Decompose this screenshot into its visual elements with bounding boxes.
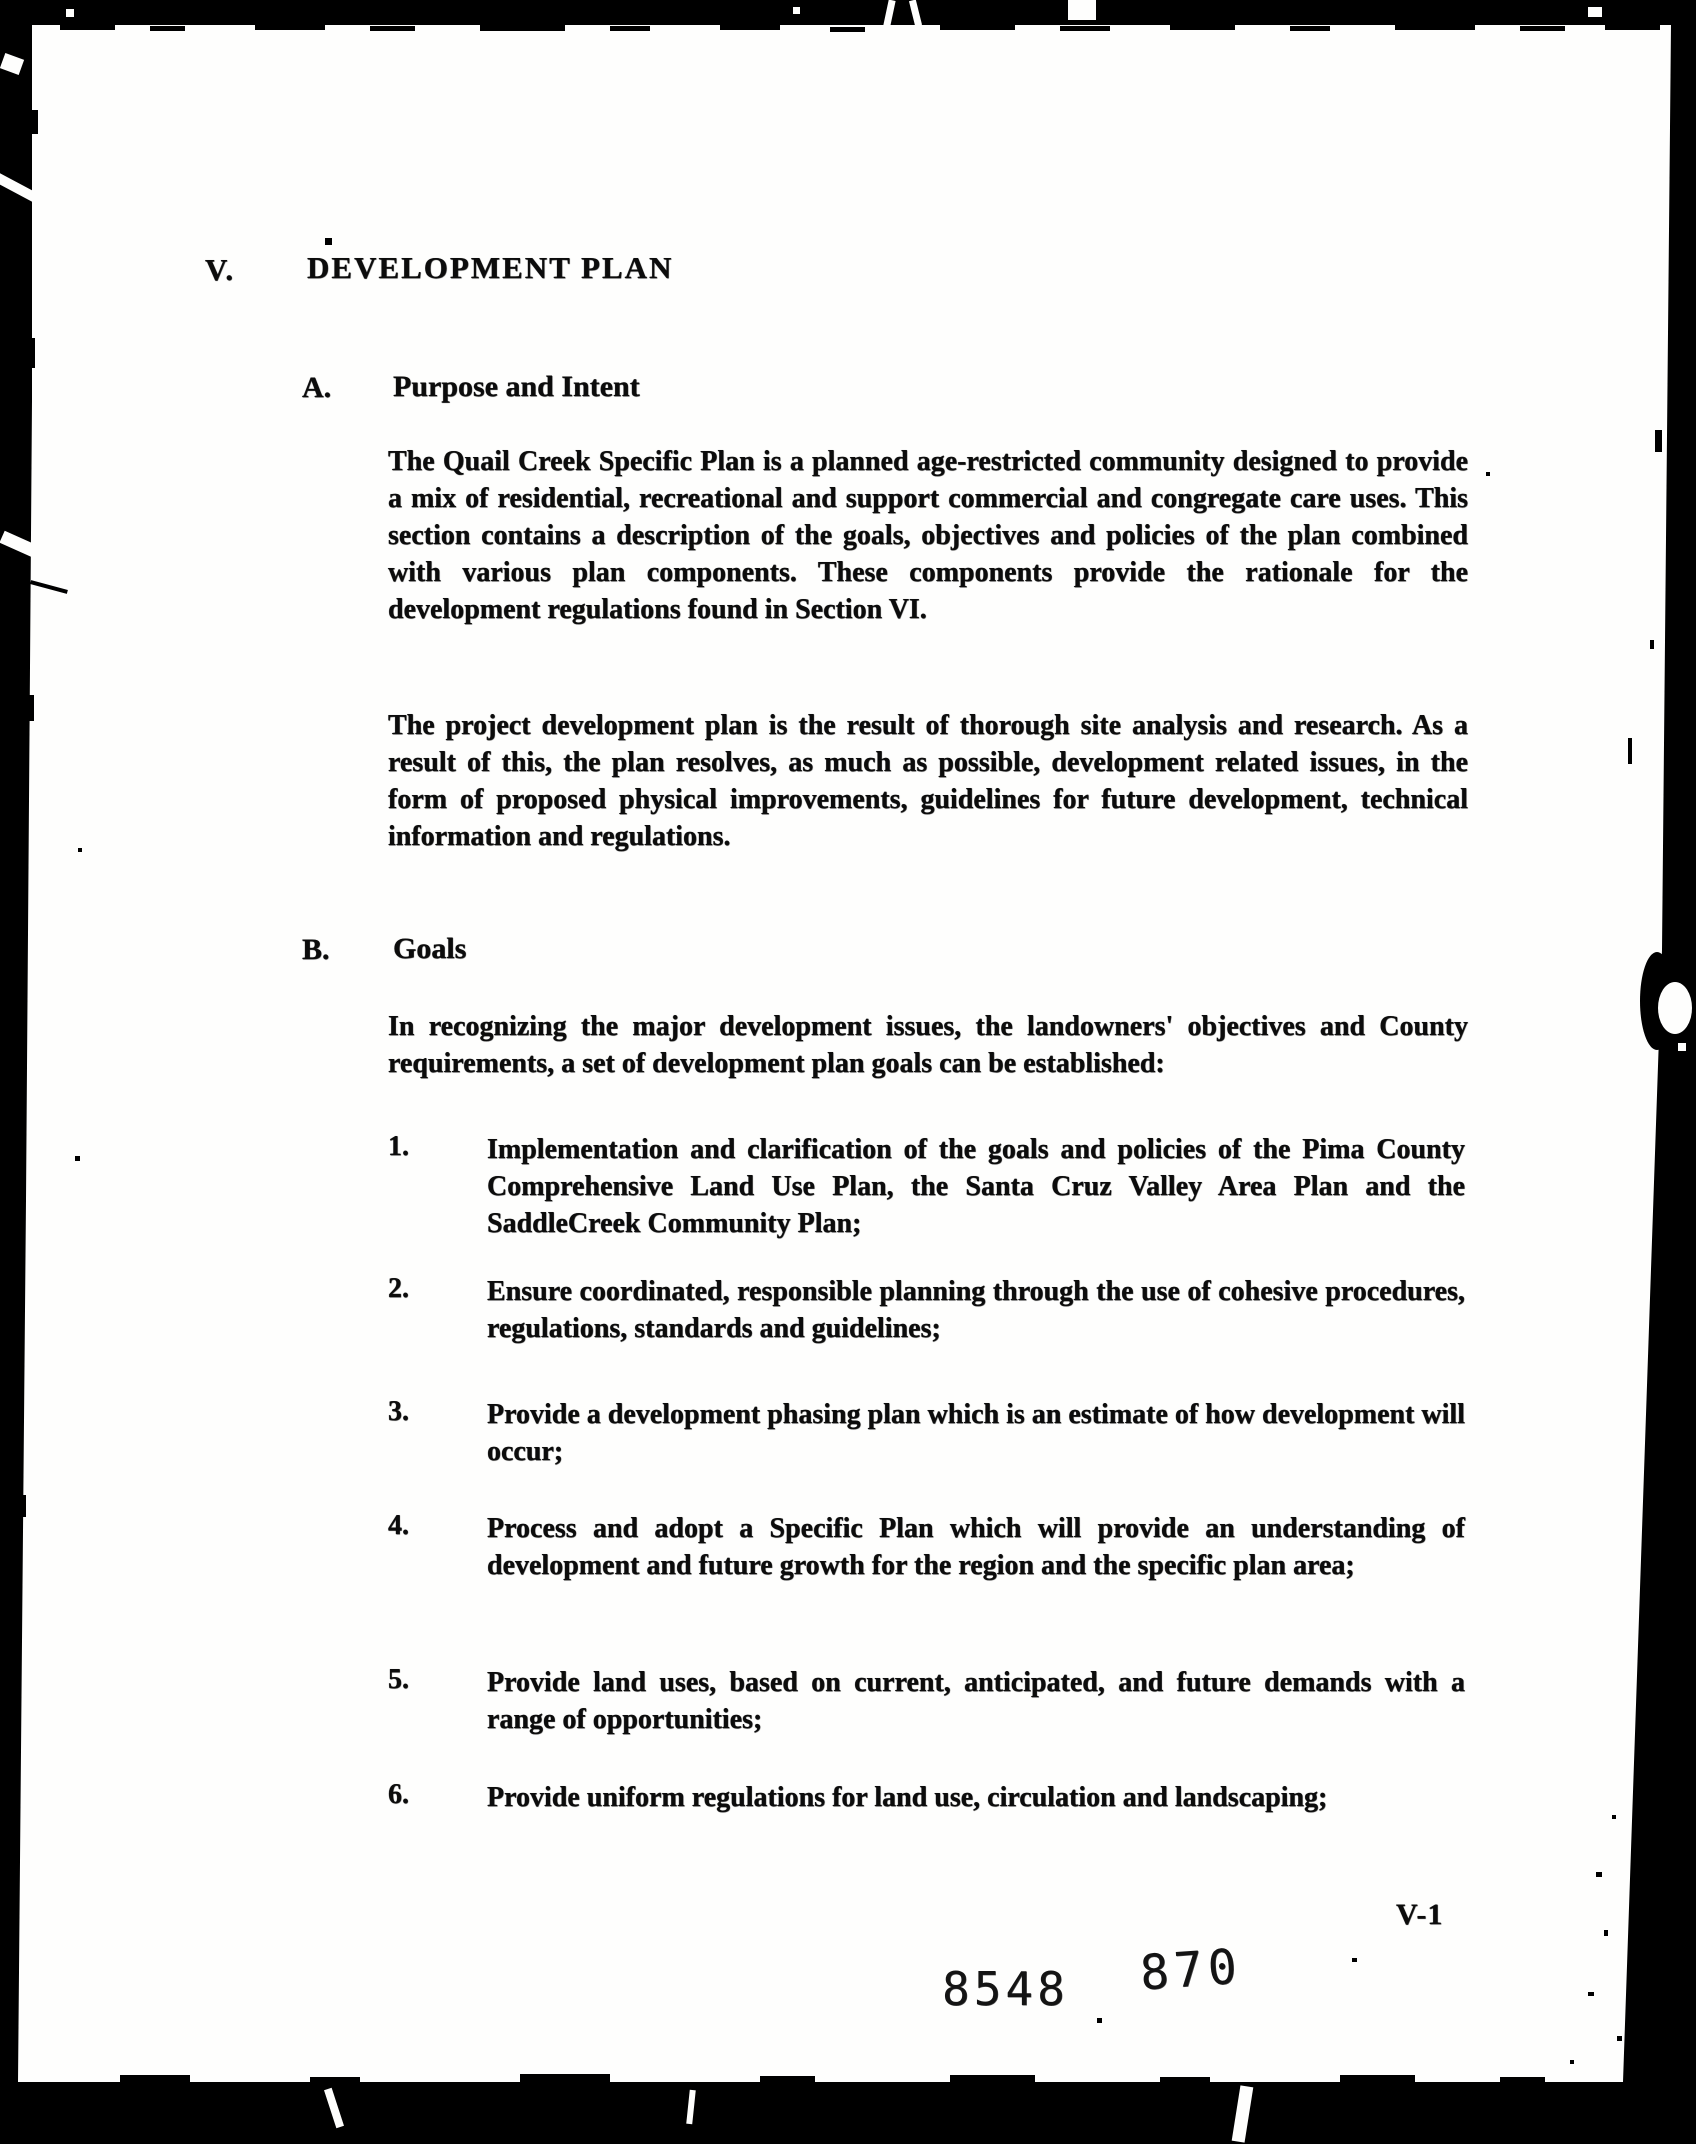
goals-intro: In recognizing the major development issues, the landowners' objectives and County requirements, a set of development plan goals can be established: [388, 1011, 1468, 1079]
scan-speck [28, 338, 35, 368]
goal-number: 1. [388, 1131, 409, 1162]
goal-number: 3. [388, 1396, 409, 1427]
page-number: V-1 [1396, 1898, 1444, 1931]
page-title: DEVELOPMENT PLAN [307, 250, 674, 285]
scan-speck [310, 2077, 360, 2084]
scan-speck [1068, 0, 1096, 20]
goal-text: Provide uniform regulations for land use, circulation and landscaping; [487, 1782, 1328, 1813]
scan-speck [1612, 1815, 1616, 1819]
scan-speck [1290, 26, 1330, 31]
scan-speck [1352, 1958, 1357, 1962]
scan-speck [1678, 1043, 1686, 1051]
scan-speck [940, 24, 1015, 30]
scan-speck [1170, 24, 1235, 30]
scan-speck [610, 26, 650, 31]
scan-speck [325, 238, 332, 245]
scan-speck [1605, 24, 1660, 30]
scan-speck [1340, 2075, 1415, 2083]
scan-speck [1658, 982, 1692, 1034]
scan-speck [120, 2075, 190, 2083]
scan-speck [30, 110, 38, 134]
goal-text: Implementation and clarification of the goals and policies of the Pima County Comprehensive Land Use Plan, the Santa Cruz Valley Area Plan and the SaddleCreek Community Plan; [487, 1134, 1465, 1239]
scan-speck [1570, 2060, 1574, 2064]
scan-speck [1500, 2077, 1545, 2084]
scan-speck [793, 7, 800, 14]
scan-speck [1617, 2036, 1622, 2041]
stamp-number-secondary: 870 [1138, 1938, 1244, 2002]
subsection-a-title: Purpose and Intent [393, 370, 640, 403]
goal-text: Provide a development phasing plan which is an estimate of how development will occur; [487, 1399, 1465, 1467]
goal-text: Ensure coordinated, responsible planning through the use of cohesive procedures, regulations, standards and guidelines; [487, 1276, 1465, 1344]
purpose-paragraph-1: The Quail Creek Specific Plan is a planned age-restricted community designed to provide a mix of residential, recreational and support commercial and congregate care uses. This section contains a description of the goals, objectives and policies of the plan combined with various plan components. These components provide the rationale for the development regulations found in Section VI. [388, 446, 1468, 625]
goal-number: 4. [388, 1510, 409, 1541]
scan-speck [830, 27, 865, 32]
goal-text: Process and adopt a Specific Plan which will provide an understanding of development and future growth for the region and the specific plan area; [487, 1513, 1465, 1581]
scan-speck [1588, 7, 1602, 17]
subsection-b-title: Goals [393, 932, 467, 965]
scan-speck [520, 2074, 610, 2083]
scan-speck [78, 848, 82, 852]
scan-speck [1520, 26, 1565, 31]
stamp-number: 8548 [942, 1962, 1069, 2016]
scan-speck [255, 24, 325, 30]
scan-speck [1655, 430, 1662, 452]
scan-speck [150, 26, 185, 31]
scan-speck [370, 26, 415, 31]
scan-speck [480, 24, 565, 31]
goal-text: Provide land uses, based on current, anticipated, and future demands with a range of opportunities; [487, 1667, 1465, 1735]
scan-speck [950, 2075, 1035, 2083]
scan-speck [27, 695, 34, 721]
scan-speck [1097, 2018, 1102, 2023]
scan-speck [760, 2076, 815, 2083]
goal-number: 2. [388, 1273, 409, 1304]
scan-speck [60, 24, 115, 30]
scan-speck [1160, 2077, 1210, 2084]
scan-speck [1596, 1872, 1602, 1877]
scan-speck [1486, 472, 1490, 476]
scan-speck [1650, 640, 1654, 649]
goal-number: 6. [388, 1779, 409, 1810]
section-number: V. [205, 252, 236, 287]
subsection-b-letter: B. [302, 933, 330, 966]
scan-speck [20, 1495, 26, 1517]
scan-speck [1588, 1992, 1594, 1996]
scan-speck [720, 24, 780, 30]
scan-speck [1628, 738, 1632, 764]
purpose-paragraph-2: The project development plan is the result of thorough site analysis and research. As a result of this, the plan resolves, as much as possible, development related issues, in the form of proposed physical improvements, guidelines for future development, technical information and regulations. [388, 710, 1468, 852]
subsection-a-letter: A. [302, 371, 332, 404]
scan-speck [1395, 24, 1475, 30]
goal-number: 5. [388, 1664, 409, 1695]
scan-speck [1604, 1930, 1608, 1936]
scan-speck [1060, 26, 1110, 31]
scan-speck [66, 9, 74, 17]
scan-speck [75, 1156, 80, 1161]
